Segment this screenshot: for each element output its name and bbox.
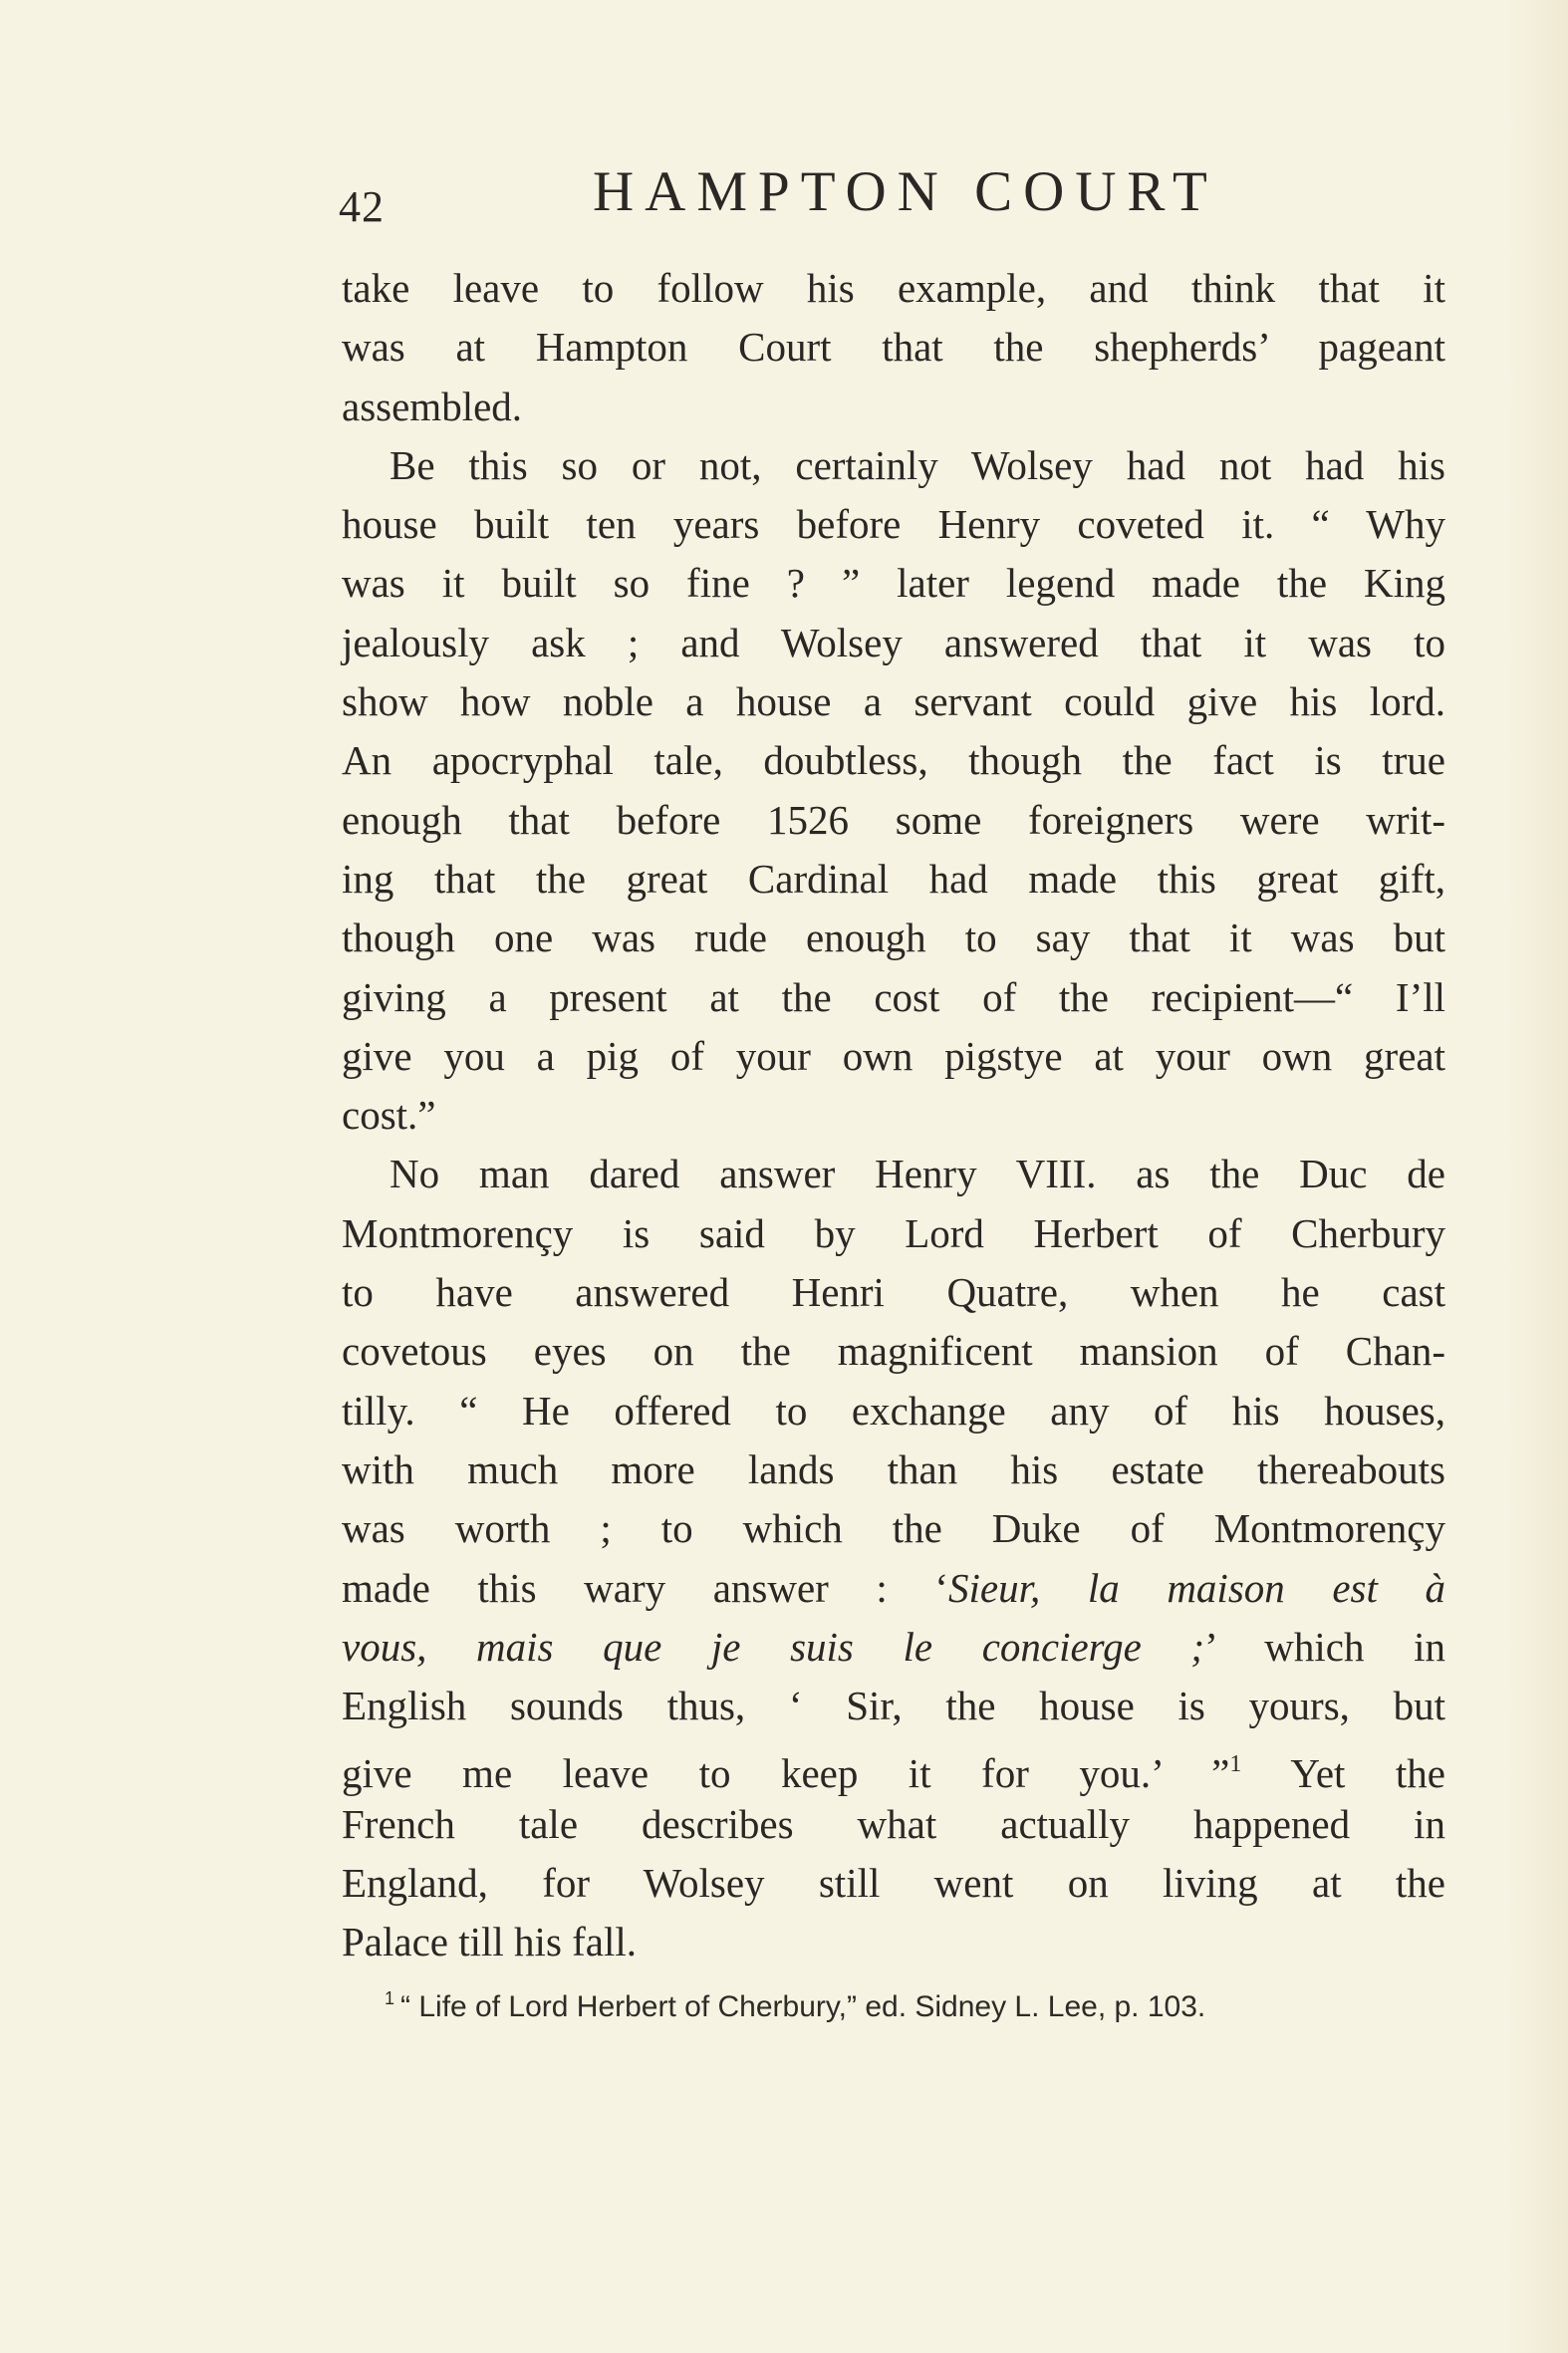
page-number: 42	[339, 182, 385, 231]
roman-run: ’ which in	[1204, 1623, 1445, 1670]
text-line: assembled.	[342, 383, 523, 429]
text-line: ing that the great Cardinal had made this great gift,	[342, 855, 1445, 902]
text-line: was at Hampton Court that the shepherds’ pageant	[342, 324, 1445, 371]
text-line: was it built so fine ? ” later legend made the King	[342, 560, 1445, 607]
text-line: cost.”	[342, 1092, 436, 1139]
text-line: Palace till his fall.	[342, 1919, 638, 1965]
text-line: enough that before 1526 some foreigners were writ-	[342, 796, 1445, 843]
italic-run: vous, mais que je suis le concierge ;	[342, 1623, 1205, 1670]
body-text	[342, 259, 1445, 1972]
text-line: to have answered Henri Quatre, when he cast	[342, 1269, 1445, 1316]
paragraph-start-line: Be this so or not, certainly Wolsey had not had his	[390, 441, 1445, 488]
line-text: give me leave to keep it for you.’ ”	[342, 1750, 1230, 1797]
text-line: house built ten years before Henry coveted it. “ Why	[342, 501, 1445, 548]
text-line: though one was rude enough to say that it was but	[342, 915, 1445, 961]
running-head	[339, 159, 1454, 229]
text-line: with much more lands than his estate thereabouts	[342, 1445, 1445, 1492]
text-line: take leave to follow his example, and think that it	[342, 265, 1445, 311]
footnote-text: “ Life of Lord Herbert of Cherbury,” ed. Sidney L. Lee, p. 103.	[400, 1990, 1206, 2023]
text-line: tilly. “ He offered to exchange any of his houses,	[342, 1387, 1445, 1434]
text-line: England, for Wolsey still went on living at the	[342, 1860, 1445, 1907]
running-title: HAMPTON COURT	[593, 160, 1218, 223]
text-line: English sounds thus, ‘ Sir, the house is yours, but	[342, 1683, 1445, 1729]
italic-run: Sieur, la maison est à	[948, 1564, 1445, 1611]
text-line-with-reference	[342, 1735, 1445, 1797]
footnote	[385, 1988, 1450, 2024]
page-edge-shade	[1508, 0, 1568, 2353]
text-line: covetous eyes on the magnificent mansion of Chan-	[342, 1328, 1445, 1375]
footnote-reference[interactable]: 1	[1229, 1751, 1242, 1778]
text-line: show how noble a house a servant could give his lord.	[342, 678, 1445, 725]
text-line: giving a present at the cost of the recipient—“ I’ll	[342, 973, 1445, 1020]
roman-run: made this wary answer : ‘	[342, 1564, 949, 1611]
text-line-with-italic	[342, 1559, 1445, 1618]
text-line: An apocryphal tale, doubtless, though the fact is true	[342, 737, 1445, 784]
text-line: French tale describes what actually happened in	[342, 1800, 1445, 1847]
text-line: give you a pig of your own pigstye at your own great	[342, 1032, 1445, 1079]
text-line: was worth ; to which the Duke of Montmorençy	[342, 1505, 1445, 1552]
line-text-after: Yet the	[1241, 1750, 1445, 1797]
paragraph-start-line: No man dared answer Henry VIII. as the Duc de	[390, 1151, 1445, 1197]
text-line: jealously ask ; and Wolsey answered that it was to	[342, 619, 1445, 665]
text-line: Montmorençy is said by Lord Herbert of Cherbury	[342, 1209, 1445, 1256]
footnote-mark: 1	[385, 1988, 395, 2008]
text-line-with-italic	[342, 1618, 1445, 1677]
